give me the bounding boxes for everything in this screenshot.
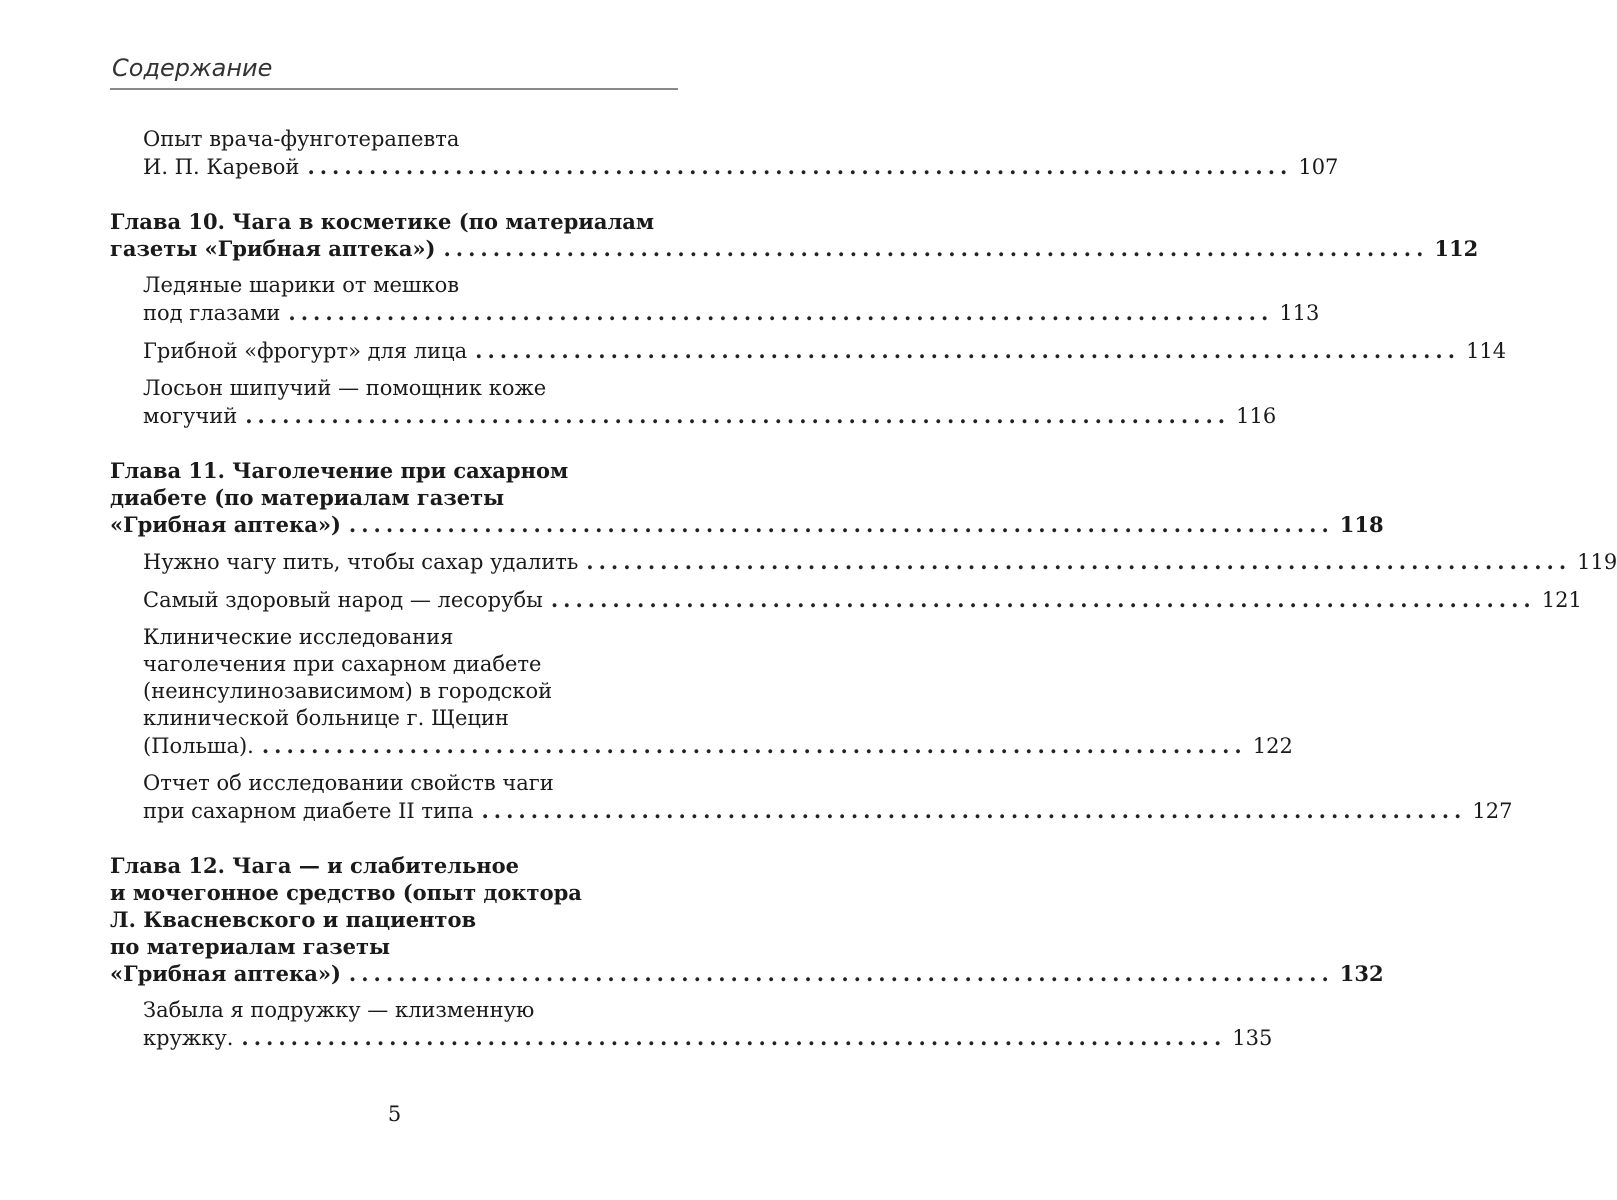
toc-page-number: 122 [1252,734,1293,758]
toc-entry-line: Глава 12. Чага — и слабительное [110,853,519,878]
toc-entry-line: Л. Квасневского и пациентов [110,907,477,932]
dot-leader: ................................................................................ [241,1025,1227,1050]
toc-entry-line: Нужно чагу пить, чтобы сахар удалить [143,550,579,574]
page-header [110,52,678,90]
toc-entry-line: Клинические исследования [143,625,454,649]
toc-entry-line: «Грибная аптека») [110,961,341,986]
toc-entry-line: чаголечения при сахарном диабете [143,652,542,676]
dot-leader: ................................................................................ [348,961,1334,986]
toc-page-number: 127 [1472,799,1513,823]
toc-section-entry [143,770,1513,825]
toc-page-number: 132 [1339,961,1384,986]
page-number: 5 [387,1102,402,1126]
dot-leader: ................................................................................ [261,733,1247,758]
dot-leader: ................................................................................ [307,154,1293,179]
toc-entry-line: Глава 11. Чаголечение при сахарном [110,458,569,483]
toc-chapter-entry [110,852,1384,987]
toc-entry-line: (неинсулинозависимом) в городской [143,679,553,703]
toc-entry-line: Самый здоровый народ — лесорубы [143,588,543,612]
toc-page-number: 135 [1232,1026,1273,1050]
toc-entry-line: при сахарном диабете II типа [143,799,474,823]
toc-entry-line: Лосьон шипучий — помощник коже [143,376,547,400]
toc-section-entry [143,375,1277,430]
toc-page-number: 121 [1541,588,1582,612]
toc-entry-line: по материалам газеты [110,934,391,959]
dot-leader: ................................................................................ [481,798,1467,823]
toc-entry-line: могучий [143,404,238,428]
toc-page-number: 119 [1577,550,1617,574]
toc-chapter-entry [110,208,1479,262]
toc-entry-line: И. П. Каревой [143,155,300,179]
toc-entry-line: Грибной «фрогурт» для лица [143,339,468,363]
toc-entry-line: под глазами [143,301,281,325]
toc-chapter-entry [110,457,1384,538]
dot-leader: ................................................................................ [443,236,1429,261]
toc-entry-line: газеты «Грибная аптека») [110,236,436,261]
toc-section-entry [143,126,1339,181]
toc-entry-line: Глава 10. Чага в косметике (по материалам [110,209,655,234]
toc-entry-line: «Грибная аптека») [110,512,341,537]
toc-entry-line: (Польша). [143,734,254,758]
table-of-contents [110,126,1617,1052]
toc-section-entry [143,624,1293,760]
toc-entry-line: клинической больнице г. Щецин [143,706,509,730]
toc-section-entry [143,337,1507,365]
toc-entry-line: диабете (по материалам газеты [110,485,505,510]
toc-entry-line: Забыла я подружку — клизменную [143,998,535,1022]
toc-section-entry [143,548,1617,576]
toc-entry-line: кружку. [143,1026,234,1050]
toc-section-entry [143,272,1320,327]
toc-entry-line: Ледяные шарики от мешков [143,273,460,297]
dot-leader: ................................................................................ [550,587,1536,612]
dot-leader: ................................................................................ [586,549,1572,574]
dot-leader: ................................................................................ [348,512,1334,537]
dot-leader: ................................................................................ [245,403,1231,428]
dot-leader: ................................................................................ [475,338,1461,363]
toc-page-number: 114 [1466,339,1507,363]
toc-section-entry [143,997,1273,1052]
toc-page-number: 118 [1339,512,1384,537]
toc-page-number: 116 [1236,404,1277,428]
toc-page-number: 113 [1279,301,1320,325]
toc-entry-line: и мочегонное средство (опыт доктора [110,880,582,905]
toc-entry-line: Опыт врача-фунготерапевта [143,127,460,151]
header-divider [110,88,678,90]
toc-page-number: 107 [1298,155,1339,179]
dot-leader: ................................................................................ [288,300,1274,325]
running-header-title: Содержание [112,54,273,82]
toc-page-number: 112 [1434,236,1479,261]
toc-section-entry [143,586,1582,614]
toc-entry-line: Отчет об исследовании свойств чаги [143,771,554,795]
